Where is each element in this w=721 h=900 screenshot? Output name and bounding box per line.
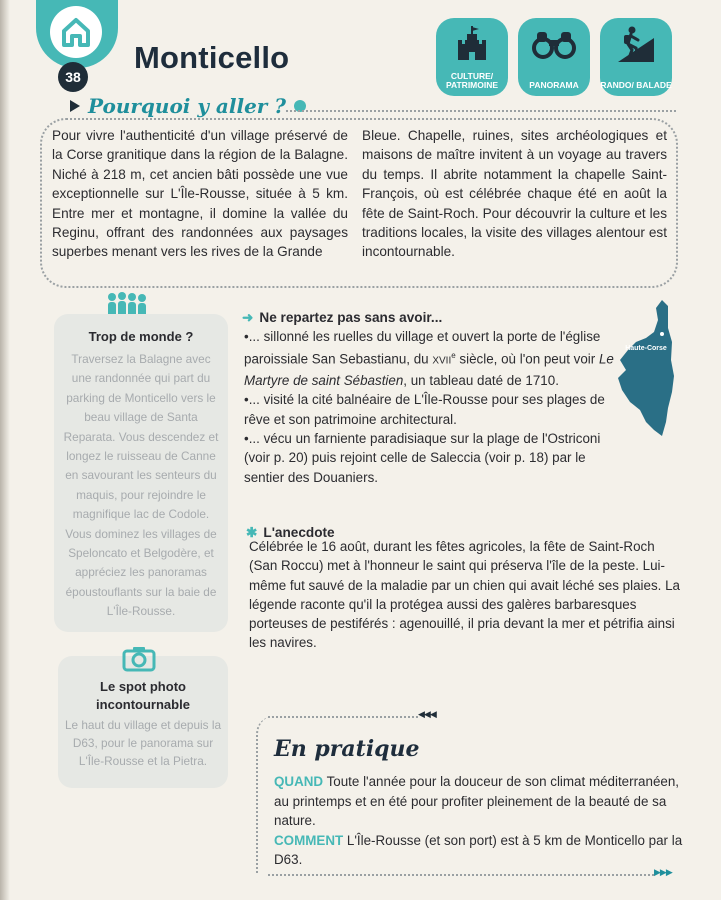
repartez-item3: •... vécu un farniente paradisiaque sur la plage de l'Ostriconi (voir p. 20) puis rejoint celle de Saleccia (voir p. 18) par le sentier des Douaniers. — [244, 430, 601, 485]
pourquoi-divider — [286, 110, 676, 112]
repartez-item1-italic: Le Martyre de saint Sébastien — [244, 351, 614, 389]
badge-panorama — [518, 18, 590, 96]
comment-label: COMMENT — [274, 832, 344, 848]
pratique-text — [274, 772, 686, 870]
home-button[interactable] — [50, 6, 102, 58]
repartez-item2: •... visité la cité balnéaire de L'Île-Rousse pour ses plages de rêve et son patrimoine architectural. — [244, 392, 605, 427]
castle-icon — [452, 26, 492, 62]
home-icon — [58, 14, 94, 50]
asterisk-icon: ✱ — [246, 525, 258, 540]
pourquoi-heading: Pourquoi y aller ? — [88, 94, 287, 118]
repartez-heading: Ne repartez pas sans avoir... — [259, 310, 443, 325]
badge-rando-label: RANDO/ BALADE — [600, 80, 672, 90]
hiker-icon — [616, 26, 656, 64]
repartez-item1-century: XVII — [432, 355, 452, 367]
repartez-item1-c: , un tableau daté de 1710. — [403, 373, 559, 389]
arrows-right-icon: ▶▶▶ — [654, 867, 672, 877]
comment-text: L'Île-Rousse (et son port) est à 5 km de Monticello par la D63. — [274, 832, 683, 867]
badge-panorama-label: PANORAMA — [529, 80, 579, 90]
pourquoi-heading-group — [70, 94, 306, 118]
pratique-divider-bottom — [268, 874, 654, 876]
crowd-box — [54, 314, 228, 632]
arrow-right-icon: ➜ — [242, 310, 254, 325]
badge-culture — [436, 18, 508, 96]
repartez-item1-a: •... sillonné les ruelles du village et ouvert la porte de l'église paroissiale San Sebastianu, du — [244, 329, 601, 367]
arrows-left-icon: ◀◀◀ — [418, 709, 436, 719]
map-label: Haute-Corse — [625, 345, 667, 352]
crowd-title: Trop de monde ? — [88, 329, 194, 344]
pratique-title: En pratique — [274, 736, 420, 762]
pourquoi-left-text: Pour vivre l'authenticité d'un village préservé de la Corse granitique dans la région de la Balagne. Niché à 218 m, cet ancien bâti possède une vue exceptionnelle sur L'Île-Rousse, située à 5 km. Entre mer et montagne, il domine la vallée du Reginu, offrant des randonnées aux paysages superbes menant vers les rives de la Grande — [52, 128, 348, 260]
camera-icon — [122, 646, 156, 672]
photo-text: Le haut du village et depuis la D63, pour le panorama sur L'Île-Rousse et la Pietra. — [64, 718, 222, 768]
badge-culture-label: CULTURE/ PATRIMOINE — [445, 71, 499, 90]
repartez-heading-group — [242, 310, 442, 326]
corsica-map — [616, 298, 676, 438]
anecdote-text: Célébrée le 16 août, durant les fêtes agricoles, la fête de Saint-Roch (San Roccu) met à l'honneur le saint qui préserva l'île de la peste. Lui-même fut sauvé de la maladie par un chien qui avait léché ses plaies. La légende raconte qu'il la protégea aussi des galères barbaresques porteuses de pestiférés : agenouillé, il pria devant la mer et pétrifia ainsi les navires. — [249, 539, 680, 651]
page-number: 38 — [58, 62, 88, 92]
binoculars-icon — [531, 26, 577, 62]
repartez-item1-sup: e — [451, 351, 456, 361]
quand-text: Toute l'année pour la douceur de son climat méditerranéen, au printemps et en été pour profiter pleinement de la beauté de sa nature. — [274, 774, 680, 828]
crowd-text: Traversez la Balagne avec une randonnée qui part du parking de Monticello vers le beau village de Santa Reparata. Vous descendez et longez le ruisseau de Canne en savourant les senteurs du maquis, pour rejoindre le magnifique lac de Codole. Vous dominez les villages de Speloncato et Belgodère, et appréciez les panoramas époustouflants sur la baie de L'Île-Rousse. — [63, 352, 219, 619]
page-title: Monticello — [134, 40, 290, 75]
badge-rando — [600, 18, 672, 96]
corsica-map-shape — [618, 300, 674, 436]
repartez-item1-b: siècle, où l'on peut voir — [455, 351, 599, 367]
triangle-icon — [70, 100, 80, 112]
anecdote-heading: L'anecdote — [263, 525, 335, 540]
photo-title: Le spot photo incontournable — [96, 679, 190, 712]
binding-shadow — [0, 0, 10, 900]
pourquoi-right-text: Bleue. Chapelle, ruines, sites archéologiques et maisons de maître invitent à un voyage au travers du temps. Il abrite notamment la chapelle Saint-François, où est célébrée chaque été en août la fête de Saint-Roch. Pour découvrir la culture et les traditions locales, la visite des villages alentour est incontournable. — [362, 128, 667, 260]
quand-label: QUAND — [274, 774, 324, 789]
map-dot — [660, 332, 664, 336]
pratique-divider-top — [268, 716, 418, 718]
repartez-text — [244, 327, 626, 487]
photo-box — [58, 656, 228, 788]
